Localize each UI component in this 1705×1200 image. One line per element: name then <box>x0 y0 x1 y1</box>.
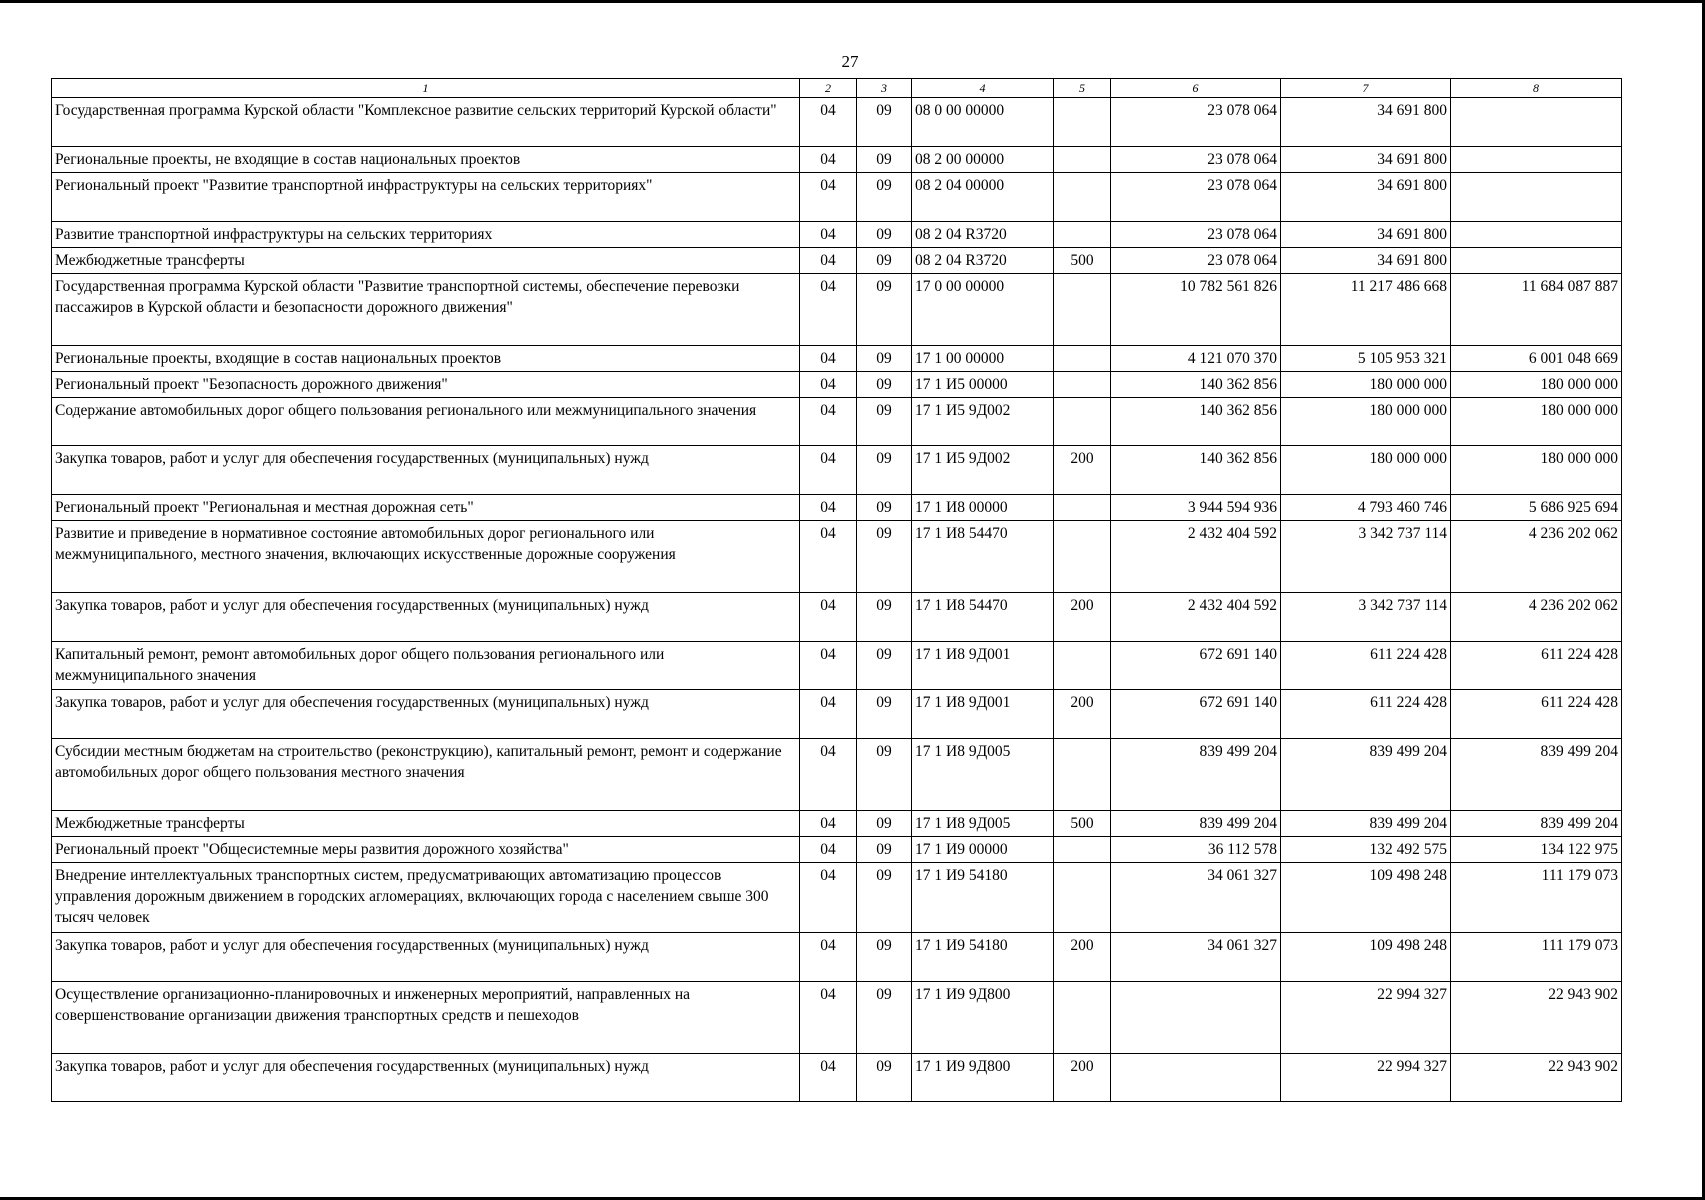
header-col-1: 1 <box>52 79 800 98</box>
row-target-article: 17 1 И8 9Д005 <box>912 739 1054 811</box>
row-target-article: 17 1 И9 00000 <box>912 837 1054 863</box>
row-section: 04 <box>800 372 857 398</box>
row-value-8 <box>1451 98 1622 147</box>
row-value-7: 34 691 800 <box>1281 98 1451 147</box>
row-expense-type <box>1054 372 1111 398</box>
row-section: 04 <box>800 173 857 222</box>
table-row <box>52 372 1622 398</box>
row-section: 04 <box>800 521 857 593</box>
row-expense-type <box>1054 982 1111 1054</box>
row-expense-type: 200 <box>1054 446 1111 495</box>
row-section: 04 <box>800 642 857 690</box>
row-expense-type: 200 <box>1054 933 1111 982</box>
row-name: Закупка товаров, работ и услуг для обеспечения государственных (муниципальных) нужд <box>52 446 800 495</box>
row-name: Региональный проект "Общесистемные меры развития дорожного хозяйства" <box>52 837 800 863</box>
row-subsection: 09 <box>857 642 912 690</box>
row-value-6: 10 782 561 826 <box>1111 274 1281 346</box>
row-name: Региональный проект "Безопасность дорожного движения" <box>52 372 800 398</box>
header-col-7: 7 <box>1281 79 1451 98</box>
row-target-article: 17 1 И8 9Д001 <box>912 642 1054 690</box>
table-row <box>52 837 1622 863</box>
table-row <box>52 521 1622 593</box>
row-target-article: 08 0 00 00000 <box>912 98 1054 147</box>
row-expense-type <box>1054 147 1111 173</box>
row-name: Развитие и приведение в нормативное состояние автомобильных дорог регионального или межмуниципального, местного значения, включающих искусственные дорожные сооружения <box>52 521 800 593</box>
row-value-8: 22 943 902 <box>1451 1054 1622 1102</box>
row-value-7: 34 691 800 <box>1281 173 1451 222</box>
budget-table <box>51 78 1622 1102</box>
row-name: Закупка товаров, работ и услуг для обеспечения государственных (муниципальных) нужд <box>52 1054 800 1102</box>
row-value-8 <box>1451 222 1622 248</box>
row-value-7: 4 793 460 746 <box>1281 495 1451 521</box>
row-section: 04 <box>800 147 857 173</box>
row-value-6: 4 121 070 370 <box>1111 346 1281 372</box>
header-col-3: 3 <box>857 79 912 98</box>
row-name: Осуществление организационно-планировочных и инженерных мероприятий, направленных на совершенствование организации движения транспортных средств и пешеходов <box>52 982 800 1054</box>
row-value-8: 180 000 000 <box>1451 446 1622 495</box>
row-value-6: 2 432 404 592 <box>1111 593 1281 642</box>
table-row <box>52 982 1622 1054</box>
row-section: 04 <box>800 982 857 1054</box>
row-value-6: 839 499 204 <box>1111 811 1281 837</box>
row-subsection: 09 <box>857 982 912 1054</box>
row-name: Содержание автомобильных дорог общего пользования регионального или межмуниципального значения <box>52 398 800 446</box>
row-target-article: 17 1 И8 00000 <box>912 495 1054 521</box>
row-section: 04 <box>800 933 857 982</box>
row-value-8: 111 179 073 <box>1451 863 1622 933</box>
row-value-8: 180 000 000 <box>1451 398 1622 446</box>
row-value-8: 839 499 204 <box>1451 811 1622 837</box>
row-value-6: 23 078 064 <box>1111 147 1281 173</box>
row-name: Внедрение интеллектуальных транспортных систем, предусматривающих автоматизацию процессов управления дорожным движением в городских агломерациях, включающих города с населением свыше 300 тысяч человек <box>52 863 800 933</box>
row-value-6: 23 078 064 <box>1111 222 1281 248</box>
table-row <box>52 1054 1622 1102</box>
table-row <box>52 690 1622 739</box>
row-target-article: 08 2 04 00000 <box>912 173 1054 222</box>
row-expense-type <box>1054 642 1111 690</box>
row-subsection: 09 <box>857 398 912 446</box>
row-section: 04 <box>800 346 857 372</box>
row-target-article: 17 1 И8 9Д005 <box>912 811 1054 837</box>
row-value-7: 132 492 575 <box>1281 837 1451 863</box>
row-value-7: 3 342 737 114 <box>1281 521 1451 593</box>
row-value-7: 839 499 204 <box>1281 739 1451 811</box>
table-row <box>52 173 1622 222</box>
table-row <box>52 98 1622 147</box>
table-row <box>52 863 1622 933</box>
row-target-article: 17 1 И9 9Д800 <box>912 1054 1054 1102</box>
table-row <box>52 222 1622 248</box>
row-value-7: 180 000 000 <box>1281 446 1451 495</box>
row-subsection: 09 <box>857 346 912 372</box>
row-value-8: 5 686 925 694 <box>1451 495 1622 521</box>
row-expense-type <box>1054 398 1111 446</box>
row-name: Региональные проекты, входящие в состав национальных проектов <box>52 346 800 372</box>
row-target-article: 08 2 00 00000 <box>912 147 1054 173</box>
page-number: 27 <box>841 52 859 71</box>
header-col-8: 8 <box>1451 79 1622 98</box>
row-section: 04 <box>800 495 857 521</box>
row-value-8 <box>1451 147 1622 173</box>
row-name: Закупка товаров, работ и услуг для обеспечения государственных (муниципальных) нужд <box>52 933 800 982</box>
row-value-7: 22 994 327 <box>1281 1054 1451 1102</box>
row-value-6: 672 691 140 <box>1111 642 1281 690</box>
row-value-7: 109 498 248 <box>1281 863 1451 933</box>
row-name: Межбюджетные трансферты <box>52 811 800 837</box>
row-value-7: 611 224 428 <box>1281 690 1451 739</box>
row-value-8: 839 499 204 <box>1451 739 1622 811</box>
row-value-8: 22 943 902 <box>1451 982 1622 1054</box>
row-value-7: 34 691 800 <box>1281 248 1451 274</box>
row-name: Закупка товаров, работ и услуг для обеспечения государственных (муниципальных) нужд <box>52 593 800 642</box>
row-value-7: 5 105 953 321 <box>1281 346 1451 372</box>
row-name: Государственная программа Курской области "Комплексное развитие сельских территорий Курской области" <box>52 98 800 147</box>
table-row <box>52 739 1622 811</box>
row-value-6: 3 944 594 936 <box>1111 495 1281 521</box>
row-target-article: 17 1 И8 54470 <box>912 521 1054 593</box>
row-target-article: 17 1 И5 9Д002 <box>912 446 1054 495</box>
row-value-6: 36 112 578 <box>1111 837 1281 863</box>
row-expense-type <box>1054 346 1111 372</box>
row-value-6: 839 499 204 <box>1111 739 1281 811</box>
row-value-6: 2 432 404 592 <box>1111 521 1281 593</box>
row-value-8 <box>1451 248 1622 274</box>
row-target-article: 17 1 И8 9Д001 <box>912 690 1054 739</box>
row-value-6: 23 078 064 <box>1111 98 1281 147</box>
row-target-article: 17 1 00 00000 <box>912 346 1054 372</box>
header-row <box>52 79 1622 98</box>
row-value-6: 140 362 856 <box>1111 372 1281 398</box>
table-row <box>52 346 1622 372</box>
row-value-8: 6 001 048 669 <box>1451 346 1622 372</box>
row-expense-type <box>1054 274 1111 346</box>
row-value-6 <box>1111 1054 1281 1102</box>
row-subsection: 09 <box>857 811 912 837</box>
table-row <box>52 593 1622 642</box>
row-expense-type: 500 <box>1054 248 1111 274</box>
row-value-6: 34 061 327 <box>1111 933 1281 982</box>
row-subsection: 09 <box>857 372 912 398</box>
row-value-7: 180 000 000 <box>1281 398 1451 446</box>
row-name: Закупка товаров, работ и услуг для обеспечения государственных (муниципальных) нужд <box>52 690 800 739</box>
row-target-article: 17 1 И5 00000 <box>912 372 1054 398</box>
row-value-7: 611 224 428 <box>1281 642 1451 690</box>
row-section: 04 <box>800 739 857 811</box>
table-row <box>52 446 1622 495</box>
row-value-8: 611 224 428 <box>1451 690 1622 739</box>
row-section: 04 <box>800 248 857 274</box>
row-value-7: 839 499 204 <box>1281 811 1451 837</box>
row-value-8: 4 236 202 062 <box>1451 593 1622 642</box>
row-subsection: 09 <box>857 446 912 495</box>
row-subsection: 09 <box>857 147 912 173</box>
row-value-8: 134 122 975 <box>1451 837 1622 863</box>
header-col-5: 5 <box>1054 79 1111 98</box>
row-section: 04 <box>800 690 857 739</box>
header-col-4: 4 <box>912 79 1054 98</box>
row-subsection: 09 <box>857 248 912 274</box>
row-subsection: 09 <box>857 933 912 982</box>
row-value-7: 3 342 737 114 <box>1281 593 1451 642</box>
table-row <box>52 147 1622 173</box>
row-section: 04 <box>800 1054 857 1102</box>
row-subsection: 09 <box>857 222 912 248</box>
row-value-7: 22 994 327 <box>1281 982 1451 1054</box>
row-name: Межбюджетные трансферты <box>52 248 800 274</box>
row-value-6: 23 078 064 <box>1111 248 1281 274</box>
row-name: Развитие транспортной инфраструктуры на сельских территориях <box>52 222 800 248</box>
row-expense-type <box>1054 739 1111 811</box>
row-value-8 <box>1451 173 1622 222</box>
row-value-8: 11 684 087 887 <box>1451 274 1622 346</box>
row-subsection: 09 <box>857 521 912 593</box>
scan-border-top <box>0 0 1705 3</box>
row-name: Региональный проект "Региональная и местная дорожная сеть" <box>52 495 800 521</box>
row-value-6 <box>1111 982 1281 1054</box>
row-target-article: 17 1 И8 54470 <box>912 593 1054 642</box>
row-subsection: 09 <box>857 495 912 521</box>
row-target-article: 17 1 И9 54180 <box>912 933 1054 982</box>
row-section: 04 <box>800 222 857 248</box>
row-value-6: 140 362 856 <box>1111 446 1281 495</box>
row-subsection: 09 <box>857 1054 912 1102</box>
row-subsection: 09 <box>857 739 912 811</box>
row-section: 04 <box>800 398 857 446</box>
row-value-6: 34 061 327 <box>1111 863 1281 933</box>
row-subsection: 09 <box>857 863 912 933</box>
row-subsection: 09 <box>857 98 912 147</box>
row-value-8: 4 236 202 062 <box>1451 521 1622 593</box>
row-value-6: 672 691 140 <box>1111 690 1281 739</box>
row-expense-type <box>1054 521 1111 593</box>
header-col-2: 2 <box>800 79 857 98</box>
row-expense-type <box>1054 863 1111 933</box>
table-row <box>52 933 1622 982</box>
table-row <box>52 398 1622 446</box>
row-section: 04 <box>800 863 857 933</box>
row-expense-type: 500 <box>1054 811 1111 837</box>
row-expense-type: 200 <box>1054 690 1111 739</box>
row-section: 04 <box>800 837 857 863</box>
row-subsection: 09 <box>857 173 912 222</box>
row-value-7: 180 000 000 <box>1281 372 1451 398</box>
row-subsection: 09 <box>857 593 912 642</box>
row-target-article: 08 2 04 R3720 <box>912 248 1054 274</box>
row-expense-type <box>1054 98 1111 147</box>
row-value-8: 611 224 428 <box>1451 642 1622 690</box>
row-value-7: 11 217 486 668 <box>1281 274 1451 346</box>
row-target-article: 08 2 04 R3720 <box>912 222 1054 248</box>
row-expense-type <box>1054 173 1111 222</box>
row-expense-type <box>1054 495 1111 521</box>
row-section: 04 <box>800 274 857 346</box>
row-section: 04 <box>800 98 857 147</box>
row-target-article: 17 1 И9 9Д800 <box>912 982 1054 1054</box>
row-target-article: 17 1 И9 54180 <box>912 863 1054 933</box>
row-section: 04 <box>800 593 857 642</box>
row-value-8: 111 179 073 <box>1451 933 1622 982</box>
row-value-7: 34 691 800 <box>1281 222 1451 248</box>
row-value-8: 180 000 000 <box>1451 372 1622 398</box>
row-value-7: 109 498 248 <box>1281 933 1451 982</box>
row-section: 04 <box>800 446 857 495</box>
row-name: Региональные проекты, не входящие в состав национальных проектов <box>52 147 800 173</box>
row-section: 04 <box>800 811 857 837</box>
table-row <box>52 495 1622 521</box>
table-row <box>52 811 1622 837</box>
row-target-article: 17 0 00 00000 <box>912 274 1054 346</box>
row-subsection: 09 <box>857 274 912 346</box>
row-name: Региональный проект "Развитие транспортной инфраструктуры на сельских территориях" <box>52 173 800 222</box>
table-row <box>52 248 1622 274</box>
row-name: Капитальный ремонт, ремонт автомобильных дорог общего пользования регионального или межмуниципального значения <box>52 642 800 690</box>
row-target-article: 17 1 И5 9Д002 <box>912 398 1054 446</box>
table-row <box>52 274 1622 346</box>
row-name: Государственная программа Курской области "Развитие транспортной системы, обеспечение перевозки пассажиров в Курской области и безопасности дорожного движения" <box>52 274 800 346</box>
row-value-7: 34 691 800 <box>1281 147 1451 173</box>
row-subsection: 09 <box>857 837 912 863</box>
row-value-6: 140 362 856 <box>1111 398 1281 446</box>
header-col-6: 6 <box>1111 79 1281 98</box>
row-value-6: 23 078 064 <box>1111 173 1281 222</box>
row-expense-type <box>1054 837 1111 863</box>
row-subsection: 09 <box>857 690 912 739</box>
row-expense-type: 200 <box>1054 593 1111 642</box>
row-expense-type <box>1054 222 1111 248</box>
row-expense-type: 200 <box>1054 1054 1111 1102</box>
table-row <box>52 642 1622 690</box>
row-name: Субсидии местным бюджетам на строительство (реконструкцию), капитальный ремонт, ремонт и содержание автомобильных дорог общего пользования местного значения <box>52 739 800 811</box>
